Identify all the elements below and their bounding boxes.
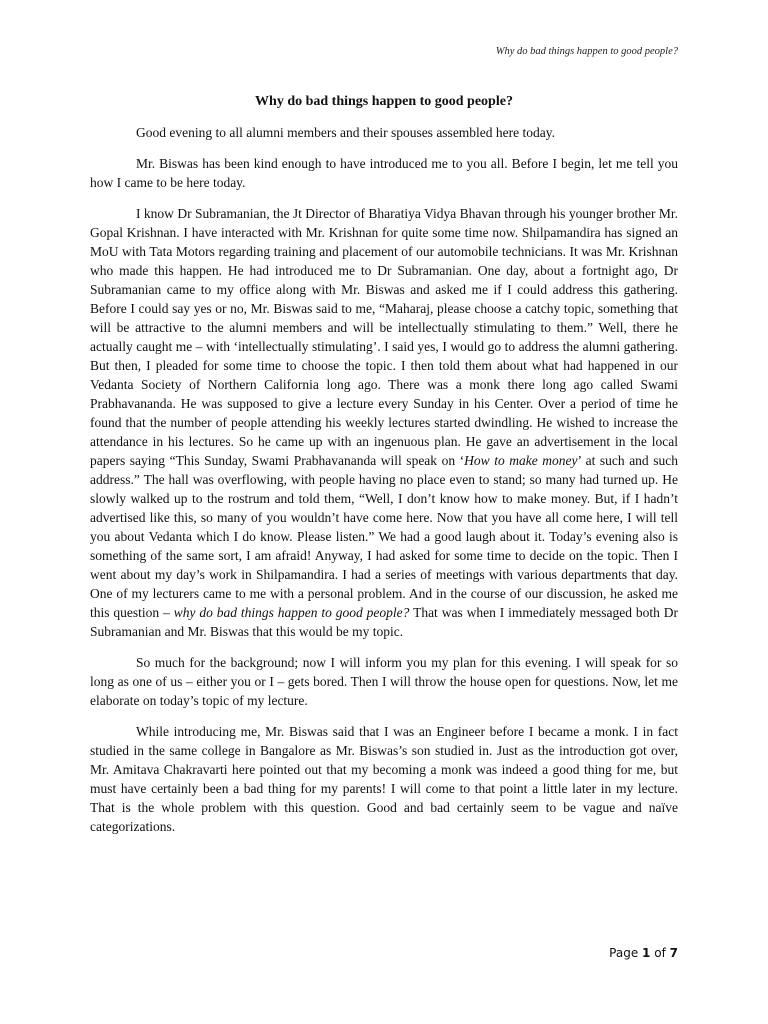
paragraph-introduction: Mr. Biswas has been kind enough to have introduced me to you all. Before I begin, let me tell you how I came to be here today. [90,156,678,190]
paragraph-background-text-2: ’ at such and such address.” The hall was overflowing, with people having no place even to stand; so many had turned up. He slowly walked up to the rostrum and told them, “Well, I don’t know how to make money. But, if I hadn’t advertised like this, so many of you wouldn’t have come here. Now that you have all come here, I will tell you about Vedanta which I do know. Please listen.” We had a good laugh about it. Today’s evening also is something of the same sort, I am afraid! Anyway, I had asked for some time to decide on the topic. Then I went about my day’s work in Shilpamandira. I had a series of meetings with various departments that day. One of my lecturers came to me with a personal problem. And in the course of our discussion, he asked me this question – [90,453,678,620]
document-body [90,123,678,848]
running-header: Why do bad things happen to good people? [495,46,678,57]
page-number [609,946,678,960]
paragraph-plan: So much for the background; now I will inform you my plan for this evening. I will speak for so long as one of us – either you or I – gets bored. Then I will throw the house open for questions. Now, let me elaborate on today’s topic of my lecture. [90,655,678,708]
paragraph-background-text-3: That was when I immediately messaged both Dr Subramanian and Mr. Biswas that this would be my topic. [90,605,678,639]
page-number-label: Page [609,946,639,960]
page-number-total: 7 [669,946,678,960]
emphasis-how-to-make-money: How to make money [464,453,578,468]
paragraph-engineer: While introducing me, Mr. Biswas said that I was an Engineer before I became a monk. I in fact studied in the same college in Bangalore as Mr. Biswas’s son studied in. Just as the introduction got over, Mr. Amitava Chakravarti here pointed out that my becoming a monk was indeed a good thing for me, but must have certainly been a bad thing for my parents! I will come to that point a little later in my lecture. That is the whole problem with this question. Good and bad certainly seem to be vague and naïve categorizations. [90,724,678,834]
paragraph-greeting: Good evening to all alumni members and their spouses assembled here today. [136,125,556,140]
page-number-of: of [654,946,666,960]
page-number-current: 1 [642,946,651,960]
paragraph-background [90,204,678,641]
document-title: Why do bad things happen to good people? [255,94,513,109]
emphasis-question: why do bad things happen to good people? [173,605,410,620]
paragraph-background-text-1: I know Dr Subramanian, the Jt Director of Bharatiya Vidya Bhavan through his younger brother Mr. Gopal Krishnan. I have interacted with Mr. Krishnan for quite some time now. Shilpamandira has signed an MoU with Tata Motors regarding training and placement of our automobile technicians. It was Mr. Krishnan who made this happen. He had introduced me to Dr Subramanian. One day, about a fortnight ago, Dr Subramanian came to my office along with Mr. Biswas and asked me if I could address this gathering. Before I could say yes or no, Mr. Biswas said to me, “Maharaj, please choose a catchy topic, something that will be attractive to the alumni members and will be intellectually stimulating to them.” Well, there he actually caught me – with ‘intellectually stimulating’. I said yes, I would go to address the alumni gathering. But then, I pleaded for some time to choose the topic. I then told them about what had happened in our Vedanta Society of Northern California long ago. There was a monk there long ago called Swami Prabhavananda. He was supposed to give a lecture every Sunday in his Center. Over a period of time he found that the number of people attending his weekly lectures started dwindling. He wished to increase the attendance in his lectures. So he came up with an ingenuous plan. He gave an advertisement in the local papers saying “This Sunday, Swami Prabhavananda will speak on ‘ [90,206,678,468]
